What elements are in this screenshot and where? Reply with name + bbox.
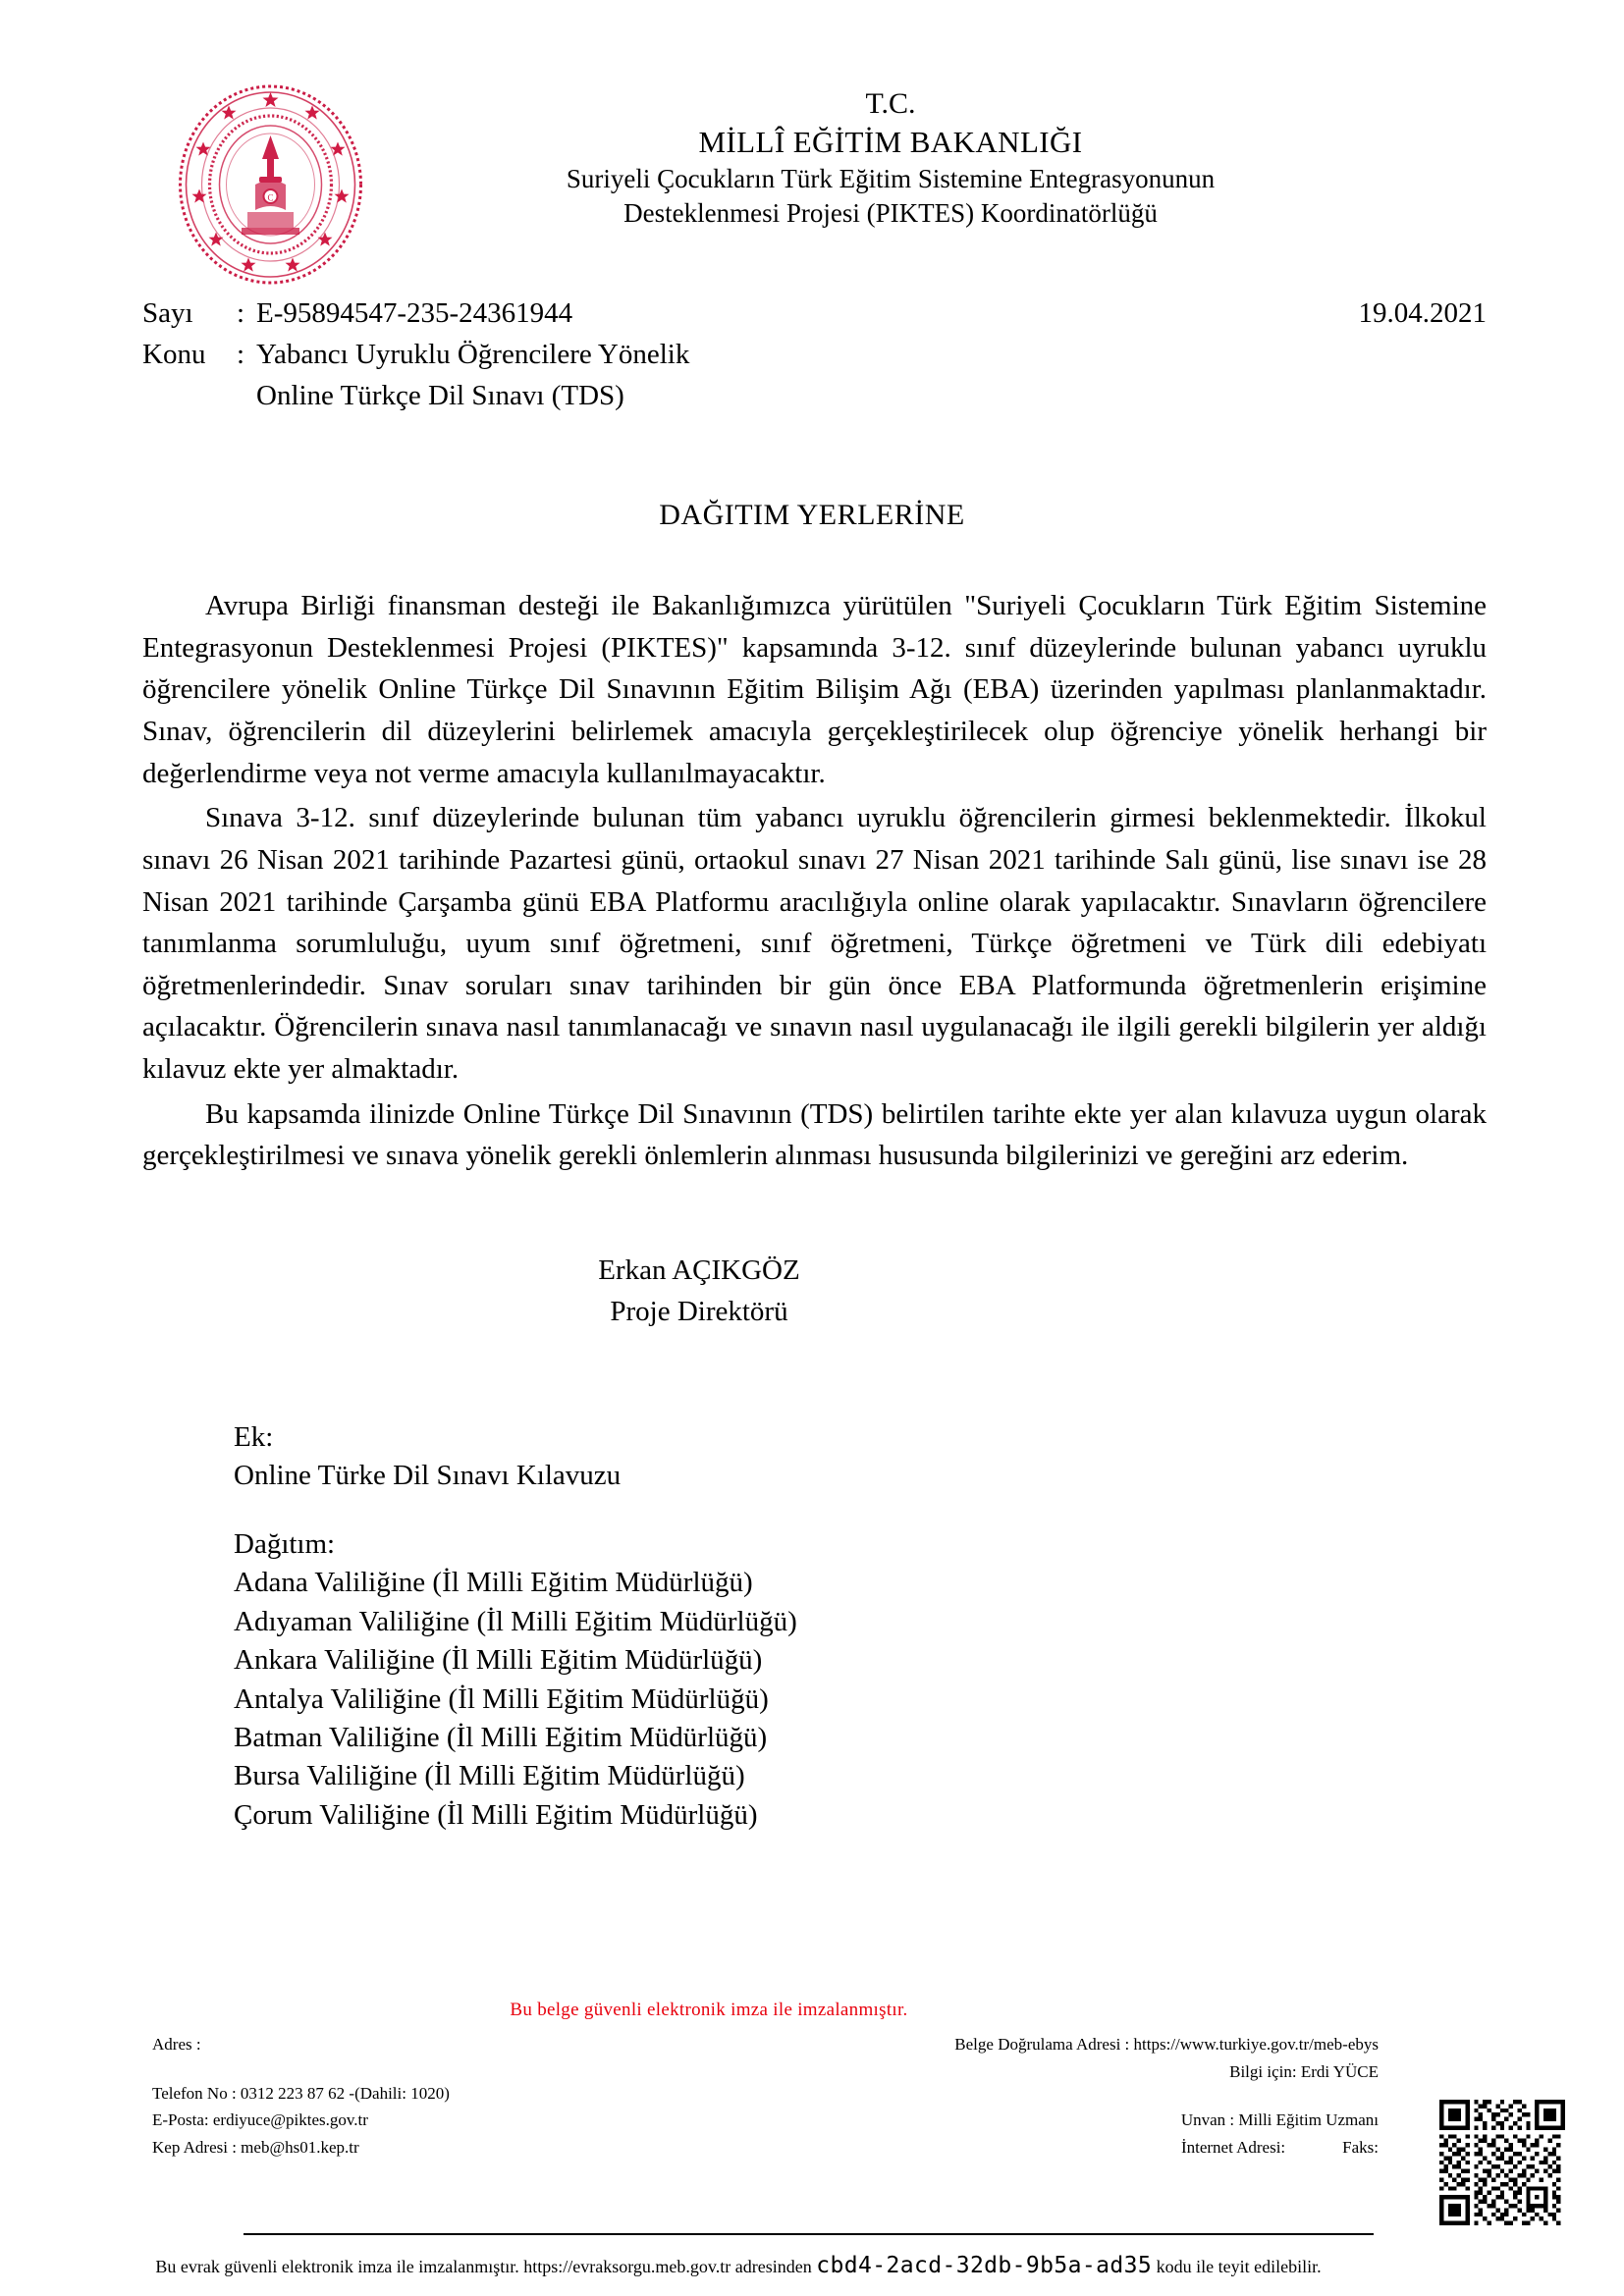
sayi-value: E-95894547-235-24361944 [256, 297, 573, 329]
footer-verification-address: Belge Doğrulama Adresi : https://www.turkiye.gov.tr/meb-ebys [954, 2035, 1379, 2054]
header-line-ministry: MİLLÎ EĞİTİM BAKANLIĞI [698, 125, 1083, 159]
recipient-heading: DAĞITIM YERLERİNE [659, 499, 965, 532]
signer-name: Erkan AÇIKGÖZ [598, 1254, 800, 1286]
konu-row [142, 334, 1487, 375]
attachment-and-distribution [0, 1418, 1624, 1835]
footer-unvan: Unvan : Milli Eğitim Uzmanı [1180, 2110, 1379, 2130]
distribution-item: Çorum Valiliğine (İl Milli Eğitim Müdürlüğü) [234, 1798, 758, 1831]
distribution-item: Bursa Valiliğine (İl Milli Eğitim Müdürlüğü) [234, 1760, 745, 1792]
attachment-item: Online Türke Dil Sınavı Kılavuzu [234, 1460, 622, 1492]
sayi-row [142, 293, 1487, 334]
konu-value: Yabancı Uyruklu Öğrencilere Yönelik [256, 339, 690, 371]
footer-right-column [954, 2031, 1506, 2161]
footer-verification-line [0, 2253, 1624, 2278]
signature-block [0, 1250, 1624, 1332]
svg-text:C: C [266, 192, 274, 203]
body-paragraph-3: Bu kapsamda ilinizde Online Türkçe Dil Sınavının (TDS) belirtilen tarihte ekte yer alan kılavuza uygun olarak gerçekleştirilmesi ve sınava yönelik gerekli önlemlerin alınması hususunda bilgilerinizi ve gereğini arz ederim. [142, 1097, 1487, 1172]
verify-suffix-text: kodu ile teyit edilebilir. [1156, 2257, 1322, 2276]
footer-left-column [152, 2031, 450, 2161]
footer-contact-person: Bilgi için: Erdi YÜCE [1229, 2061, 1379, 2081]
ministry-heading [383, 79, 1624, 231]
distribution-heading: Dağıtım: [234, 1527, 336, 1560]
konu-value-line2: Online Türkçe Dil Sınavı (TDS) [256, 380, 624, 412]
distribution-item: Ankara Valiliğine (İl Milli Eğitim Müdürlüğü) [234, 1644, 763, 1677]
qr-code-icon [1439, 2100, 1565, 2225]
footer-address-label: Adres : [152, 2035, 201, 2054]
meb-seal-emblem [165, 79, 376, 290]
distribution-item: Adana Valiliğine (İl Milli Eğitim Müdürlüğü) [234, 1567, 753, 1599]
header-line-project-2: Desteklenmesi Projesi (PIKTES) Koordinatörlüğü [623, 198, 1158, 229]
verification-code: cbd4-2acd-32db-9b5a-ad35 [816, 2253, 1153, 2278]
footer-phone: Telefon No : 0312 223 87 62 -(Dahili: 1020) [152, 2083, 450, 2103]
footer-internet-label: İnternet Adresi: [1180, 2137, 1286, 2157]
document-footer [0, 1992, 1624, 2296]
document-meta [0, 293, 1624, 416]
document-body [0, 585, 1624, 1177]
footer-divider [244, 2233, 1374, 2235]
body-paragraph-2: Sınava 3-12. sınıf düzeylerinde bulunan tüm yabancı uyruklu öğrencilerin girmesi beklenmektedir. İlkokul sınavı 26 Nisan 2021 tarihinde Pazartesi günü, ortaokul sınavı 27 Nisan 2021 tarihinde Salı günü, lise sınavı ise 28 Nisan 2021 tarihinde Çarşamba günü EBA Platformu aracılığıyla online olarak yapılacaktır. Sınavların öğrencilere tanımlanma sorumluluğu, uyum sınıf öğretmeni, sınıf öğretmeni, Türkçe öğretmeni ve Türk dili edebiyatı öğretmenlerindedir. Sınav soruları sınav tarihinden bir gün önce EBA Platformunda öğretmenlerin erişimine açılacaktır. Öğrencilerin sınava nasıl tanımlanacağı ve sınavın nasıl uygulanacağı ile ilgili gerekli bilgilerin yer aldığı kılavuz ekte yer almaktadır. [142, 802, 1487, 1086]
attachment-heading: Ek: [234, 1420, 274, 1453]
signer-title: Proje Direktörü [610, 1295, 788, 1327]
footer-kep-address: Kep Adresi : meb@hs01.kep.tr [152, 2137, 359, 2157]
emblem-container [157, 79, 383, 290]
list-spacer [234, 1496, 1624, 1525]
document-header [0, 0, 1624, 245]
footer-faks-label: Faks: [1342, 2137, 1379, 2157]
distribution-item: Batman Valiliğine (İl Milli Eğitim Müdürlüğü) [234, 1722, 768, 1754]
distribution-item: Adıyaman Valiliğine (İl Milli Eğitim Müdürlüğü) [234, 1605, 797, 1637]
footer-internet-faks-row [954, 2134, 1379, 2162]
header-line-tc: T.C. [865, 87, 916, 120]
footer-email: E-Posta: erdiyuce@piktes.gov.tr [152, 2110, 368, 2130]
sayi-colon: : [237, 297, 245, 329]
verify-prefix-text: Bu evrak güvenli elektronik imza ile imzalanmıştır. https://evraksorgu.meb.gov.tr adresinden [155, 2257, 812, 2276]
sayi-label: Sayı [142, 297, 193, 329]
konu-label: Konu [142, 339, 206, 371]
footer-columns [0, 2031, 1624, 2161]
distribution-item: Antalya Valiliğine (İl Milli Eğitim Müdürlüğü) [234, 1682, 769, 1715]
body-paragraph-1: Avrupa Birliği finansman desteği ile Bakanlığımızca yürütülen "Suriyeli Çocukların Türk Eğitim Sistemine Entegrasyonun Desteklenmesi Projesi (PIKTES)" kapsamında 3-12. sınıf düzeylerinde bulunan yabancı uyruklu öğrencilere yönelik Online Türkçe Dil Sınavının Eğitim Bilişim Ağı (EBA) üzerinden yapılması planlanmaktadır. Sınav, öğrencilerin dil düzeylerini belirlemek amacıyla gerçekleştirilecek olup öğrenciye yönelik herhangi bir değerlendirme veya not verme amacıyla kullanılmayacaktır. [142, 590, 1487, 789]
header-line-project-1: Suriyeli Çocukların Türk Eğitim Sistemine Entegrasyonunun [566, 164, 1216, 194]
document-date: 19.04.2021 [1358, 297, 1487, 329]
electronic-signature-note: Bu belge güvenli elektronik imza ile imzalanmıştır. [510, 2000, 908, 2020]
konu-colon: : [237, 339, 245, 371]
